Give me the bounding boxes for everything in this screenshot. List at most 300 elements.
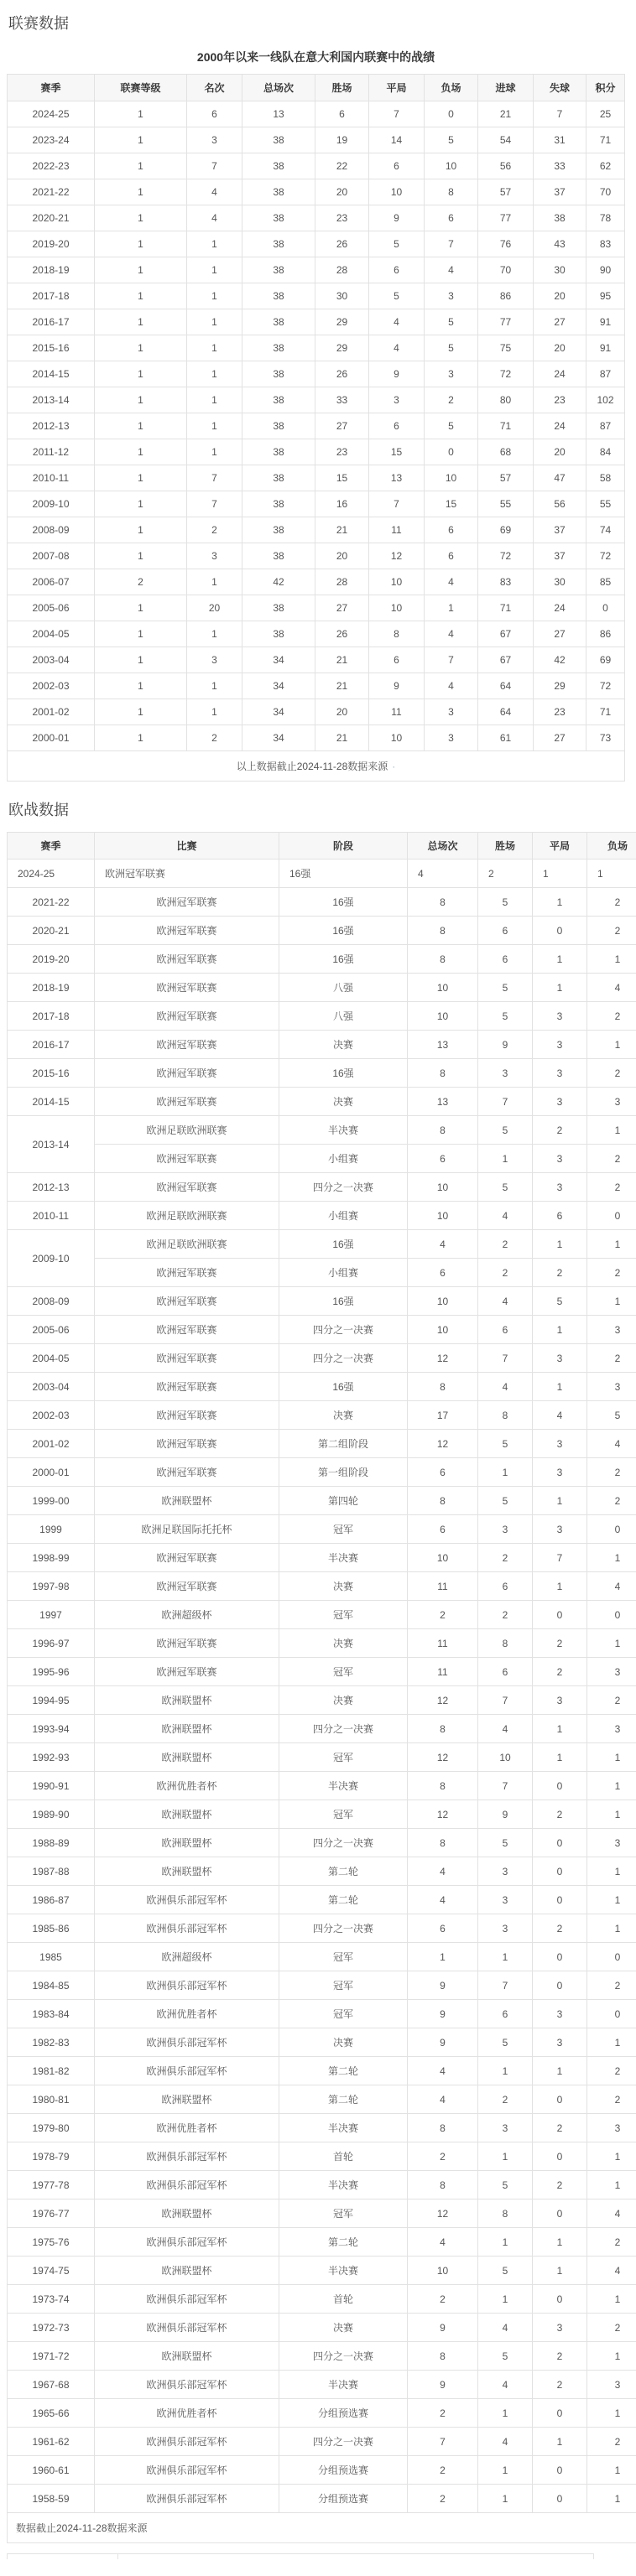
stage-cell: 小组赛 — [279, 1145, 408, 1173]
euro-table-row — [8, 2428, 636, 2456]
euro-table-row — [8, 917, 636, 945]
stat-cell: 19 — [315, 127, 369, 153]
euro-table-row — [8, 2485, 636, 2513]
stage-cell: 16强 — [279, 945, 408, 974]
wins-cell: 1 — [478, 2057, 533, 2085]
draws-cell: 0 — [533, 1772, 587, 1800]
league-table-row — [8, 439, 625, 465]
stat-cell: 1 — [95, 647, 187, 673]
stat-cell: 86 — [478, 283, 534, 309]
stage-cell: 首轮 — [279, 2285, 408, 2314]
stat-cell: 10 — [369, 725, 425, 751]
stat-cell: 2 — [95, 569, 187, 595]
losses-cell: 0 — [587, 2000, 636, 2028]
played-cell: 4 — [408, 1230, 478, 1259]
league-table-row — [8, 231, 625, 257]
stat-cell: 38 — [242, 595, 315, 621]
source-link[interactable]: · — [392, 761, 395, 772]
season-cell: 1965-66 — [8, 2399, 95, 2428]
column-header: 负场 — [425, 75, 478, 101]
stage-cell: 半决赛 — [279, 1544, 408, 1572]
season-cell: 1980-81 — [8, 2085, 95, 2114]
league-table-row — [8, 491, 625, 517]
season-cell: 1993-94 — [8, 1715, 95, 1743]
stat-cell: 1 — [187, 257, 242, 283]
played-cell: 4 — [408, 860, 478, 888]
stat-cell: 23 — [315, 205, 369, 231]
wins-cell: 2 — [478, 1544, 533, 1572]
stat-cell: 1 — [187, 569, 242, 595]
season-cell: 2015-16 — [8, 335, 95, 361]
played-cell: 2 — [408, 2456, 478, 2485]
draws-cell: 0 — [533, 917, 587, 945]
stat-cell: 38 — [242, 153, 315, 179]
competition-cell: 欧洲冠军联赛 — [95, 1259, 279, 1287]
column-header: 比赛 — [95, 833, 279, 860]
losses-cell: 4 — [587, 2199, 636, 2228]
wins-cell: 5 — [478, 1829, 533, 1857]
column-header: 总场次 — [242, 75, 315, 101]
stat-cell: 26 — [315, 231, 369, 257]
stat-cell: 91 — [586, 335, 625, 361]
stat-cell: 38 — [242, 621, 315, 647]
stat-cell: 3 — [187, 127, 242, 153]
season-cell: 1994-95 — [8, 1686, 95, 1715]
competition-cell: 欧洲足联欧洲联赛 — [95, 1202, 279, 1230]
stat-cell: 56 — [534, 491, 586, 517]
season-cell: 1985-86 — [8, 1914, 95, 1943]
league-table-row — [8, 647, 625, 673]
stat-cell: 15 — [369, 439, 425, 465]
season-cell: 2013-14 — [8, 387, 95, 413]
euro-table-row — [8, 1800, 636, 1829]
losses-cell: 4 — [587, 1572, 636, 1601]
losses-cell: 1 — [587, 2028, 636, 2057]
competition-cell: 欧洲联盟杯 — [95, 1487, 279, 1515]
draws-cell: 1 — [533, 888, 587, 917]
played-cell: 9 — [408, 2371, 478, 2399]
wins-cell: 4 — [478, 2371, 533, 2399]
losses-cell: 3 — [587, 1088, 636, 1116]
wins-cell: 1 — [478, 1458, 533, 1487]
losses-cell: 3 — [587, 1829, 636, 1857]
wins-cell: 4 — [478, 1373, 533, 1401]
stat-cell: 26 — [315, 361, 369, 387]
season-cell: 1973-74 — [8, 2285, 95, 2314]
stat-cell: 21 — [315, 725, 369, 751]
competition-cell: 欧洲冠军联赛 — [95, 974, 279, 1002]
stat-cell: 7 — [187, 153, 242, 179]
wins-cell: 4 — [478, 1202, 533, 1230]
stat-cell: 25 — [586, 101, 625, 127]
column-header: 赛季 — [8, 833, 95, 860]
draws-cell: 1 — [533, 1743, 587, 1772]
wins-cell: 9 — [478, 1800, 533, 1829]
stat-cell: 21 — [315, 647, 369, 673]
played-cell: 8 — [408, 1487, 478, 1515]
competition-cell: 欧洲联盟杯 — [95, 1829, 279, 1857]
played-cell: 10 — [408, 1316, 478, 1344]
wins-cell: 9 — [478, 1031, 533, 1059]
wins-cell: 2 — [478, 1259, 533, 1287]
competition-cell: 欧洲冠军联赛 — [95, 1373, 279, 1401]
competition-cell: 欧洲冠军联赛 — [95, 1401, 279, 1430]
stage-cell: 冠军 — [279, 2000, 408, 2028]
stage-cell: 第二轮 — [279, 2085, 408, 2114]
stat-cell: 42 — [534, 647, 586, 673]
euro-table-row — [8, 2456, 636, 2485]
season-cell: 2021-22 — [8, 888, 95, 917]
stat-cell: 1 — [95, 231, 187, 257]
euro-table-row — [8, 2142, 636, 2171]
stat-cell: 54 — [478, 127, 534, 153]
wins-cell: 5 — [478, 888, 533, 917]
losses-cell: 3 — [587, 1316, 636, 1344]
played-cell: 12 — [408, 2199, 478, 2228]
stage-cell: 冠军 — [279, 1943, 408, 1971]
league-table-row — [8, 725, 625, 751]
draws-cell: 0 — [533, 2456, 587, 2485]
losses-cell: 2 — [587, 1686, 636, 1715]
competition-cell: 欧洲联盟杯 — [95, 1743, 279, 1772]
season-cell: 2013-14 — [8, 1116, 95, 1173]
euro-table-row — [8, 1088, 636, 1116]
played-cell: 12 — [408, 1686, 478, 1715]
stage-cell: 八强 — [279, 974, 408, 1002]
league-table-row — [8, 335, 625, 361]
played-cell: 2 — [408, 2285, 478, 2314]
euro-table-row — [8, 1031, 636, 1059]
league-table-header-row — [8, 75, 625, 101]
wins-cell: 8 — [478, 1629, 533, 1658]
stat-cell: 1 — [95, 309, 187, 335]
stat-cell: 2 — [425, 387, 478, 413]
played-cell: 8 — [408, 1116, 478, 1145]
stage-cell: 决赛 — [279, 1629, 408, 1658]
losses-cell: 3 — [587, 1658, 636, 1686]
season-cell: 1976-77 — [8, 2199, 95, 2228]
wins-cell: 2 — [478, 860, 533, 888]
wins-cell: 1 — [478, 1943, 533, 1971]
competition-cell: 欧洲俱乐部冠军杯 — [95, 1886, 279, 1914]
stat-cell: 1 — [95, 543, 187, 569]
stat-cell: 71 — [586, 699, 625, 725]
stat-cell: 68 — [478, 439, 534, 465]
stat-cell: 11 — [369, 517, 425, 543]
league-table-footer-row — [8, 751, 625, 782]
euro-table-row — [8, 1059, 636, 1088]
euro-table-row — [8, 2257, 636, 2285]
wins-cell: 5 — [478, 1173, 533, 1202]
draws-cell: 2 — [533, 1259, 587, 1287]
competition-cell: 欧洲联盟杯 — [95, 2085, 279, 2114]
wins-cell: 7 — [478, 1772, 533, 1800]
stat-cell: 5 — [425, 309, 478, 335]
played-cell: 6 — [408, 1145, 478, 1173]
played-cell: 17 — [408, 1401, 478, 1430]
stat-cell: 15 — [315, 465, 369, 491]
euro-table-row — [8, 1772, 636, 1800]
season-cell: 1989-90 — [8, 1800, 95, 1829]
stat-cell: 55 — [478, 491, 534, 517]
season-cell: 1999-00 — [8, 1487, 95, 1515]
euro-table-row — [8, 1971, 636, 2000]
stage-cell: 八强 — [279, 1002, 408, 1031]
played-cell: 4 — [408, 1886, 478, 1914]
draws-cell: 1 — [533, 860, 587, 888]
wins-cell: 1 — [478, 2228, 533, 2257]
stat-cell: 27 — [534, 725, 586, 751]
stat-cell: 38 — [242, 517, 315, 543]
stat-cell: 38 — [242, 439, 315, 465]
stat-cell: 71 — [586, 127, 625, 153]
played-cell: 2 — [408, 1601, 478, 1629]
losses-cell: 1 — [587, 860, 636, 888]
losses-cell: 2 — [587, 2228, 636, 2257]
stat-cell: 1 — [95, 491, 187, 517]
stat-cell: 1 — [95, 725, 187, 751]
stage-cell: 16强 — [279, 917, 408, 945]
stage-cell: 分组预选赛 — [279, 2399, 408, 2428]
season-cell: 1984-85 — [8, 1971, 95, 2000]
stage-cell: 第二轮 — [279, 2228, 408, 2257]
next-table-partial — [7, 2553, 594, 2559]
stat-cell: 47 — [534, 465, 586, 491]
played-cell: 6 — [408, 1914, 478, 1943]
euro-table-row — [8, 2028, 636, 2057]
stage-cell: 分组预选赛 — [279, 2485, 408, 2513]
wins-cell: 4 — [478, 2428, 533, 2456]
euro-table-footer-cell — [8, 2513, 636, 2543]
stat-cell: 69 — [586, 647, 625, 673]
wins-cell: 1 — [478, 2456, 533, 2485]
euro-table-row — [8, 1658, 636, 1686]
draws-cell: 0 — [533, 2285, 587, 2314]
stat-cell: 27 — [315, 595, 369, 621]
league-data-cutoff-note: 以上数据截止2024-11-28数据来源 — [237, 761, 388, 772]
played-cell: 12 — [408, 1800, 478, 1829]
stat-cell: 0 — [425, 439, 478, 465]
stage-cell: 四分之一决赛 — [279, 1316, 408, 1344]
losses-cell: 2 — [587, 1002, 636, 1031]
stat-cell: 6 — [425, 517, 478, 543]
losses-cell: 2 — [587, 2085, 636, 2114]
league-table-footer-cell — [8, 751, 625, 782]
stage-cell: 第四轮 — [279, 1487, 408, 1515]
losses-cell: 2 — [587, 1259, 636, 1287]
season-cell: 2004-05 — [8, 1344, 95, 1373]
wins-cell: 7 — [478, 1088, 533, 1116]
stat-cell: 24 — [534, 595, 586, 621]
euro-table-wrapper — [7, 832, 636, 2543]
euro-table-row — [8, 1515, 636, 1544]
stat-cell: 5 — [425, 127, 478, 153]
wins-cell: 5 — [478, 1430, 533, 1458]
stage-cell: 半决赛 — [279, 2371, 408, 2399]
stat-cell: 73 — [586, 725, 625, 751]
stat-cell: 10 — [369, 595, 425, 621]
played-cell: 6 — [408, 1259, 478, 1287]
stat-cell: 10 — [369, 179, 425, 205]
losses-cell: 4 — [587, 974, 636, 1002]
played-cell: 4 — [408, 2057, 478, 2085]
stat-cell: 83 — [586, 231, 625, 257]
stat-cell: 67 — [478, 647, 534, 673]
competition-cell: 欧洲俱乐部冠军杯 — [95, 2057, 279, 2085]
stat-cell: 62 — [586, 153, 625, 179]
euro-table-row — [8, 1715, 636, 1743]
stage-cell: 四分之一决赛 — [279, 2428, 408, 2456]
stage-cell: 决赛 — [279, 1572, 408, 1601]
euro-table-row — [8, 2314, 636, 2342]
stat-cell: 30 — [315, 283, 369, 309]
euro-table-row — [8, 888, 636, 917]
stage-cell: 16强 — [279, 1373, 408, 1401]
league-table-row — [8, 699, 625, 725]
stat-cell: 9 — [369, 673, 425, 699]
season-cell: 2005-06 — [8, 595, 95, 621]
stat-cell: 5 — [425, 335, 478, 361]
losses-cell: 1 — [587, 1886, 636, 1914]
played-cell: 6 — [408, 1458, 478, 1487]
wins-cell: 6 — [478, 1316, 533, 1344]
competition-cell: 欧洲冠军联赛 — [95, 1572, 279, 1601]
competition-cell: 欧洲优胜者杯 — [95, 2399, 279, 2428]
stat-cell: 42 — [242, 569, 315, 595]
stat-cell: 13 — [369, 465, 425, 491]
stat-cell: 1 — [95, 595, 187, 621]
stat-cell: 58 — [586, 465, 625, 491]
stage-cell: 16强 — [279, 1059, 408, 1088]
stat-cell: 1 — [95, 335, 187, 361]
euro-table-row — [8, 1544, 636, 1572]
stat-cell: 3 — [187, 647, 242, 673]
euro-table-row — [8, 2371, 636, 2399]
stat-cell: 95 — [586, 283, 625, 309]
stat-cell: 7 — [369, 491, 425, 517]
stat-cell: 11 — [369, 699, 425, 725]
stat-cell: 6 — [369, 647, 425, 673]
stage-cell: 决赛 — [279, 2028, 408, 2057]
season-cell: 2018-19 — [8, 974, 95, 1002]
stat-cell: 21 — [315, 673, 369, 699]
competition-cell: 欧洲俱乐部冠军杯 — [95, 2485, 279, 2513]
stat-cell: 3 — [425, 699, 478, 725]
played-cell: 4 — [408, 2085, 478, 2114]
season-cell: 2020-21 — [8, 205, 95, 231]
losses-cell: 2 — [587, 2057, 636, 2085]
euro-table-row — [8, 1943, 636, 1971]
losses-cell: 1 — [587, 2142, 636, 2171]
losses-cell: 0 — [587, 1515, 636, 1544]
draws-cell: 0 — [533, 1971, 587, 2000]
stat-cell: 76 — [478, 231, 534, 257]
draws-cell: 3 — [533, 2000, 587, 2028]
stage-cell: 决赛 — [279, 1031, 408, 1059]
stat-cell: 38 — [534, 205, 586, 231]
column-header: 胜场 — [315, 75, 369, 101]
stage-cell: 四分之一决赛 — [279, 1829, 408, 1857]
losses-cell: 3 — [587, 1373, 636, 1401]
stat-cell: 34 — [242, 673, 315, 699]
stat-cell: 4 — [425, 569, 478, 595]
competition-cell: 欧洲足联国际托托杯 — [95, 1515, 279, 1544]
season-cell: 2003-04 — [8, 647, 95, 673]
stat-cell: 8 — [425, 179, 478, 205]
losses-cell: 2 — [587, 1971, 636, 2000]
draws-cell: 3 — [533, 2028, 587, 2057]
stat-cell: 4 — [187, 205, 242, 231]
euro-table-row — [8, 1430, 636, 1458]
season-cell: 1995-96 — [8, 1658, 95, 1686]
stage-cell: 决赛 — [279, 1088, 408, 1116]
stat-cell: 7 — [369, 101, 425, 127]
stat-cell: 1 — [95, 257, 187, 283]
stat-cell: 38 — [242, 257, 315, 283]
league-table-row — [8, 153, 625, 179]
played-cell: 8 — [408, 2114, 478, 2142]
euro-table-row — [8, 1601, 636, 1629]
season-cell: 1972-73 — [8, 2314, 95, 2342]
stat-cell: 1 — [95, 205, 187, 231]
stat-cell: 31 — [534, 127, 586, 153]
stage-cell: 第二轮 — [279, 1886, 408, 1914]
season-cell: 2008-09 — [8, 1287, 95, 1316]
euro-table — [7, 832, 636, 2543]
wins-cell: 1 — [478, 1145, 533, 1173]
losses-cell: 2 — [587, 1173, 636, 1202]
competition-cell: 欧洲联盟杯 — [95, 2257, 279, 2285]
stat-cell: 74 — [586, 517, 625, 543]
wins-cell: 5 — [478, 2257, 533, 2285]
stat-cell: 78 — [586, 205, 625, 231]
wins-cell: 3 — [478, 1857, 533, 1886]
draws-cell: 0 — [533, 1829, 587, 1857]
stage-cell: 半决赛 — [279, 1772, 408, 1800]
season-cell: 1974-75 — [8, 2257, 95, 2285]
column-header: 阶段 — [279, 833, 408, 860]
stat-cell: 6 — [425, 543, 478, 569]
season-cell: 1971-72 — [8, 2342, 95, 2371]
stat-cell: 1 — [95, 153, 187, 179]
stat-cell: 80 — [478, 387, 534, 413]
stat-cell: 9 — [369, 361, 425, 387]
stage-cell: 冠军 — [279, 1658, 408, 1686]
stat-cell: 38 — [242, 387, 315, 413]
draws-cell: 3 — [533, 1088, 587, 1116]
stat-cell: 5 — [369, 231, 425, 257]
draws-cell: 0 — [533, 2485, 587, 2513]
draws-cell: 2 — [533, 1800, 587, 1829]
season-cell: 1979-80 — [8, 2114, 95, 2142]
stat-cell: 30 — [534, 257, 586, 283]
stat-cell: 86 — [586, 621, 625, 647]
stage-cell: 小组赛 — [279, 1259, 408, 1287]
euro-table-row — [8, 2085, 636, 2114]
league-table-body — [8, 101, 625, 751]
draws-cell: 1 — [533, 1487, 587, 1515]
played-cell: 12 — [408, 1743, 478, 1772]
competition-cell: 欧洲联盟杯 — [95, 1800, 279, 1829]
played-cell: 6 — [408, 1515, 478, 1544]
season-cell: 2010-11 — [8, 1202, 95, 1230]
season-cell: 2017-18 — [8, 1002, 95, 1031]
wins-cell: 4 — [478, 1287, 533, 1316]
season-cell: 2024-25 — [8, 101, 95, 127]
stat-cell: 1 — [187, 621, 242, 647]
draws-cell: 0 — [533, 1886, 587, 1914]
losses-cell: 0 — [587, 1202, 636, 1230]
